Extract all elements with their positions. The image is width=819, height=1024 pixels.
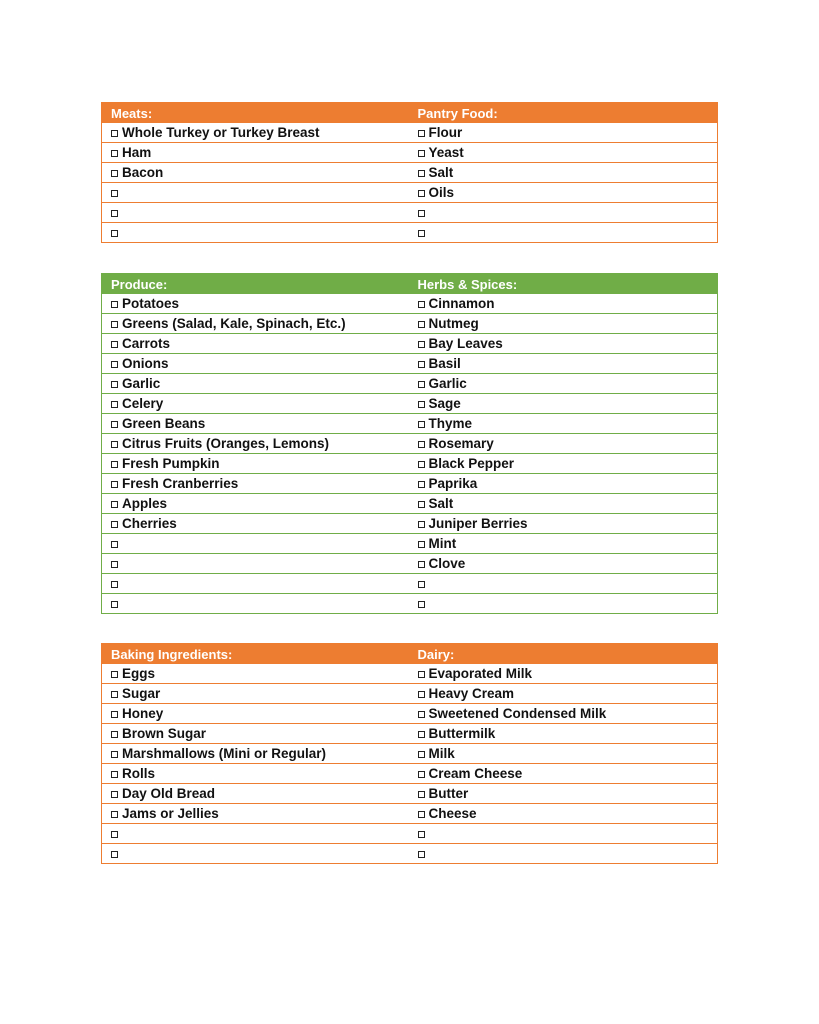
left-list-item: [102, 724, 409, 744]
checkbox-icon[interactable]: [418, 581, 425, 588]
checkbox-icon[interactable]: [418, 150, 425, 157]
right-list-item: [409, 574, 718, 594]
item-label: Yeast: [428, 145, 464, 160]
checkbox-icon[interactable]: [418, 851, 425, 858]
checklist-row: [102, 354, 718, 374]
checkbox-icon[interactable]: [111, 851, 118, 858]
right-list-item: [409, 764, 718, 784]
item-label: Thyme: [428, 416, 473, 431]
checkbox-icon[interactable]: [418, 421, 425, 428]
item-label: Ham: [122, 145, 152, 160]
checkbox-icon[interactable]: [111, 831, 118, 838]
checkbox-icon[interactable]: [111, 811, 118, 818]
checkbox-icon[interactable]: [418, 521, 425, 528]
meats-pantry-body: [102, 123, 718, 243]
checklist-row: [102, 374, 718, 394]
item-label: Day Old Bread: [122, 786, 216, 801]
left-list-item: [102, 123, 409, 143]
checklist-row: [102, 594, 718, 614]
checkbox-icon[interactable]: [111, 381, 118, 388]
right-list-item: [409, 223, 718, 243]
checkbox-icon[interactable]: [418, 561, 425, 568]
item-label: Evaporated Milk: [428, 666, 533, 681]
checkbox-icon[interactable]: [111, 170, 118, 177]
checklist-row: [102, 574, 718, 594]
produce-herbs-body: [102, 294, 718, 614]
item-label: Citrus Fruits (Oranges, Lemons): [122, 436, 330, 451]
item-label: Basil: [428, 356, 461, 371]
item-label: Apples: [122, 496, 168, 511]
item-label: Garlic: [428, 376, 467, 391]
right-list-item: [409, 374, 718, 394]
checkbox-icon[interactable]: [418, 130, 425, 137]
item-label: Mint: [428, 536, 457, 551]
right-list-item: [409, 784, 718, 804]
right-list-item: [409, 594, 718, 614]
left-list-item: [102, 434, 409, 454]
checkbox-icon[interactable]: [111, 521, 118, 528]
checkbox-icon[interactable]: [418, 361, 425, 368]
checkbox-icon[interactable]: [418, 321, 425, 328]
checkbox-icon[interactable]: [418, 381, 425, 388]
checkbox-icon[interactable]: [418, 541, 425, 548]
checkbox-icon[interactable]: [111, 421, 118, 428]
left-list-item: [102, 454, 409, 474]
checklist-row: [102, 844, 718, 864]
checkbox-icon[interactable]: [111, 541, 118, 548]
right-list-item: [409, 704, 718, 724]
checkbox-icon[interactable]: [111, 441, 118, 448]
item-label: Fresh Pumpkin: [122, 456, 220, 471]
checklist-row: [102, 514, 718, 534]
checkbox-icon[interactable]: [111, 671, 118, 678]
checklist-row: [102, 804, 718, 824]
checklist-row: [102, 704, 718, 724]
checkbox-icon[interactable]: [418, 691, 425, 698]
checkbox-icon[interactable]: [111, 711, 118, 718]
left-list-item: [102, 354, 409, 374]
right-list-item: [409, 454, 718, 474]
checkbox-icon[interactable]: [418, 791, 425, 798]
item-label: Clove: [428, 556, 466, 571]
item-label: Cheese: [428, 806, 477, 821]
checkbox-icon[interactable]: [111, 230, 118, 237]
checkbox-icon[interactable]: [111, 301, 118, 308]
checkbox-icon[interactable]: [418, 601, 425, 608]
item-label: Marshmallows (Mini or Regular): [122, 746, 327, 761]
right-list-item: [409, 143, 718, 163]
checklist-row: [102, 183, 718, 203]
checklist-row: [102, 434, 718, 454]
checkbox-icon[interactable]: [111, 731, 118, 738]
pantry-food-heading: Pantry Food:: [409, 103, 718, 124]
left-list-item: [102, 414, 409, 434]
right-list-item: [409, 804, 718, 824]
left-list-item: [102, 574, 409, 594]
checkbox-icon[interactable]: [418, 461, 425, 468]
checkbox-icon[interactable]: [418, 301, 425, 308]
checklist-row: [102, 534, 718, 554]
left-list-item: [102, 844, 409, 864]
checkbox-icon[interactable]: [418, 731, 425, 738]
checklist-row: [102, 494, 718, 514]
checkbox-icon[interactable]: [111, 501, 118, 508]
left-list-item: [102, 334, 409, 354]
right-list-item: [409, 394, 718, 414]
item-label: Cream Cheese: [428, 766, 523, 781]
left-list-item: [102, 494, 409, 514]
checklist-row: [102, 143, 718, 163]
baking-dairy-table: [101, 643, 718, 864]
item-label: Jams or Jellies: [122, 806, 219, 821]
checkbox-icon[interactable]: [418, 711, 425, 718]
item-label: Nutmeg: [428, 316, 479, 331]
checklist-row: [102, 554, 718, 574]
checkbox-icon[interactable]: [418, 230, 425, 237]
checkbox-icon[interactable]: [111, 150, 118, 157]
checkbox-icon[interactable]: [418, 481, 425, 488]
checkbox-icon[interactable]: [111, 481, 118, 488]
item-label: Sweetened Condensed Milk: [428, 706, 607, 721]
item-label: Buttermilk: [428, 726, 496, 741]
item-label: Garlic: [122, 376, 161, 391]
item-label: Sage: [428, 396, 461, 411]
item-label: Celery: [122, 396, 164, 411]
left-list-item: [102, 744, 409, 764]
right-list-item: [409, 183, 718, 203]
left-list-item: [102, 203, 409, 223]
left-list-item: [102, 554, 409, 574]
checklist-row: [102, 454, 718, 474]
checkbox-icon[interactable]: [418, 190, 425, 197]
item-label: Bacon: [122, 165, 164, 180]
item-label: Rolls: [122, 766, 156, 781]
checklist-row: [102, 294, 718, 314]
checklist-row: [102, 414, 718, 434]
checkbox-icon[interactable]: [111, 561, 118, 568]
table-header-row: [102, 644, 718, 665]
item-label: Heavy Cream: [428, 686, 515, 701]
right-list-item: [409, 744, 718, 764]
item-label: Black Pepper: [428, 456, 515, 471]
right-list-item: [409, 664, 718, 684]
checkbox-icon[interactable]: [111, 771, 118, 778]
left-list-item: [102, 143, 409, 163]
item-label: Cherries: [122, 516, 177, 531]
checklist-row: [102, 824, 718, 844]
item-label: Flour: [428, 125, 463, 140]
item-label: Oils: [428, 185, 455, 200]
meats-heading: Meats:: [102, 103, 409, 124]
checkbox-icon[interactable]: [111, 361, 118, 368]
checklist-row: [102, 394, 718, 414]
checklist-row: [102, 724, 718, 744]
right-list-item: [409, 494, 718, 514]
left-list-item: [102, 824, 409, 844]
meats-pantry-table: [101, 102, 718, 243]
checkbox-icon[interactable]: [418, 811, 425, 818]
checkbox-icon[interactable]: [418, 441, 425, 448]
checklist-row: [102, 474, 718, 494]
item-label: Onions: [122, 356, 169, 371]
checklist-row: [102, 684, 718, 704]
right-list-item: [409, 844, 718, 864]
checkbox-icon[interactable]: [111, 461, 118, 468]
left-list-item: [102, 784, 409, 804]
item-label: Bay Leaves: [428, 336, 503, 351]
checkbox-icon[interactable]: [111, 401, 118, 408]
checklist-row: [102, 223, 718, 243]
item-label: Juniper Berries: [428, 516, 528, 531]
item-label: Potatoes: [122, 296, 180, 311]
item-label: Fresh Cranberries: [122, 476, 239, 491]
checkbox-icon[interactable]: [111, 581, 118, 588]
left-list-item: [102, 664, 409, 684]
left-list-item: [102, 684, 409, 704]
item-label: Greens (Salad, Kale, Spinach, Etc.): [122, 316, 346, 331]
left-list-item: [102, 374, 409, 394]
checkbox-icon[interactable]: [418, 210, 425, 217]
left-list-item: [102, 514, 409, 534]
checkbox-icon[interactable]: [111, 751, 118, 758]
checkbox-icon[interactable]: [111, 190, 118, 197]
right-list-item: [409, 163, 718, 183]
produce-herbs-table: [101, 273, 718, 614]
right-list-item: [409, 123, 718, 143]
checklist-row: [102, 123, 718, 143]
left-list-item: [102, 223, 409, 243]
item-label: Rosemary: [428, 436, 494, 451]
checklist-row: [102, 163, 718, 183]
checklist-row: [102, 203, 718, 223]
left-list-item: [102, 394, 409, 414]
checkbox-icon[interactable]: [418, 401, 425, 408]
left-list-item: [102, 183, 409, 203]
baking-ingredients-heading: Baking Ingredients:: [102, 644, 409, 665]
checklist-row: [102, 334, 718, 354]
checklist-row: [102, 764, 718, 784]
right-list-item: [409, 314, 718, 334]
checkbox-icon[interactable]: [418, 341, 425, 348]
right-list-item: [409, 354, 718, 374]
item-label: Honey: [122, 706, 164, 721]
left-list-item: [102, 294, 409, 314]
right-list-item: [409, 534, 718, 554]
checkbox-icon[interactable]: [111, 791, 118, 798]
right-list-item: [409, 434, 718, 454]
right-list-item: [409, 724, 718, 744]
left-list-item: [102, 163, 409, 183]
checklist-row: [102, 744, 718, 764]
herbs-spices-heading: Herbs & Spices:: [409, 274, 718, 295]
checkbox-icon[interactable]: [418, 751, 425, 758]
item-label: Eggs: [122, 666, 156, 681]
right-list-item: [409, 203, 718, 223]
item-label: Salt: [428, 496, 454, 511]
produce-heading: Produce:: [102, 274, 409, 295]
checklist-row: [102, 664, 718, 684]
right-list-item: [409, 414, 718, 434]
checkbox-icon[interactable]: [418, 170, 425, 177]
right-list-item: [409, 514, 718, 534]
item-label: Butter: [428, 786, 469, 801]
right-list-item: [409, 684, 718, 704]
item-label: Brown Sugar: [122, 726, 207, 741]
baking-dairy-body: [102, 664, 718, 864]
right-list-item: [409, 294, 718, 314]
left-list-item: [102, 704, 409, 724]
item-label: Paprika: [428, 476, 478, 491]
checkbox-icon[interactable]: [418, 671, 425, 678]
left-list-item: [102, 594, 409, 614]
left-list-item: [102, 314, 409, 334]
left-list-item: [102, 764, 409, 784]
item-label: Green Beans: [122, 416, 206, 431]
item-label: Milk: [428, 746, 455, 761]
checkbox-icon[interactable]: [111, 341, 118, 348]
left-list-item: [102, 474, 409, 494]
checkbox-icon[interactable]: [418, 501, 425, 508]
item-label: Cinnamon: [428, 296, 495, 311]
item-label: Whole Turkey or Turkey Breast: [122, 125, 320, 140]
checklist-row: [102, 784, 718, 804]
table-header-row: [102, 274, 718, 295]
checkbox-icon[interactable]: [111, 321, 118, 328]
checkbox-icon[interactable]: [111, 691, 118, 698]
table-header-row: [102, 103, 718, 124]
checkbox-icon[interactable]: [111, 130, 118, 137]
right-list-item: [409, 334, 718, 354]
checkbox-icon[interactable]: [111, 601, 118, 608]
checkbox-icon[interactable]: [418, 831, 425, 838]
right-list-item: [409, 474, 718, 494]
left-list-item: [102, 804, 409, 824]
left-list-item: [102, 534, 409, 554]
right-list-item: [409, 554, 718, 574]
checklist-row: [102, 314, 718, 334]
right-list-item: [409, 824, 718, 844]
item-label: Sugar: [122, 686, 161, 701]
checkbox-icon[interactable]: [111, 210, 118, 217]
item-label: Salt: [428, 165, 454, 180]
item-label: Carrots: [122, 336, 171, 351]
dairy-heading: Dairy:: [409, 644, 718, 665]
checkbox-icon[interactable]: [418, 771, 425, 778]
